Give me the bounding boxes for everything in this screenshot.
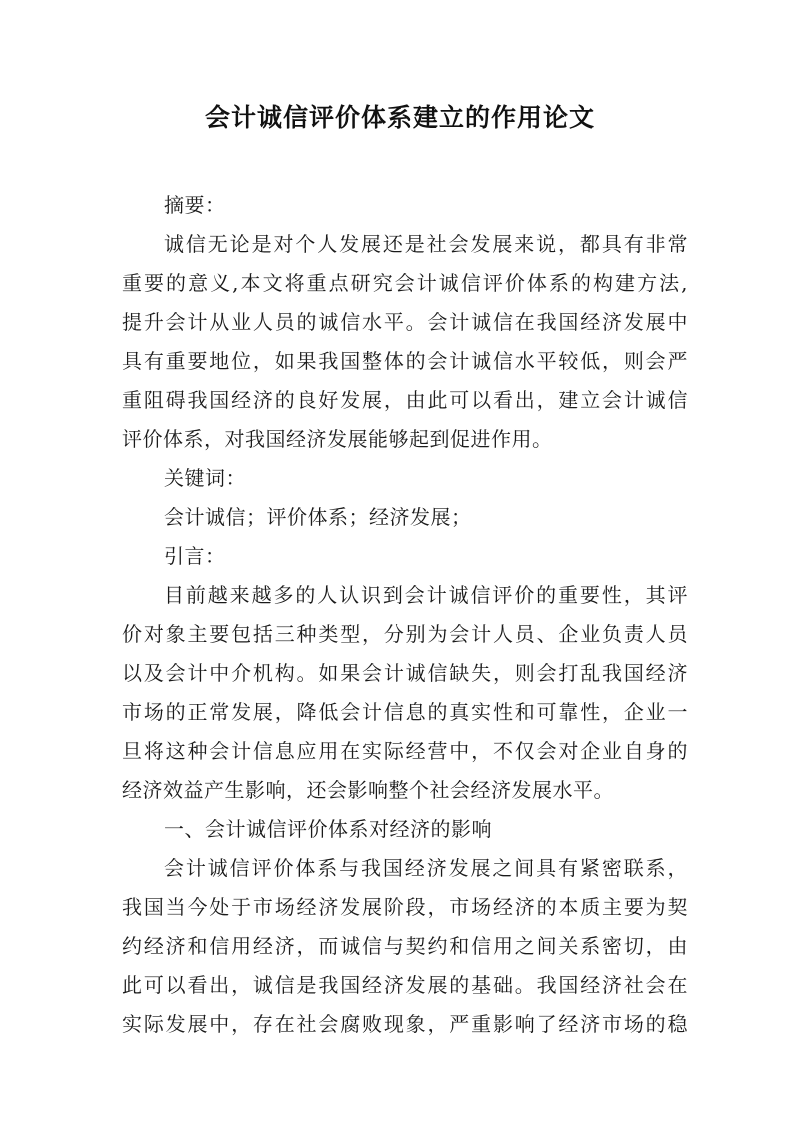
text-line: 价对象主要包括三种类型，分别为会计人员、企业负责人员	[122, 622, 688, 646]
text-line: 会计诚信；评价体系；经济发展；	[164, 505, 472, 529]
document-title: 会计诚信评价体系建立的作用论文	[204, 103, 595, 132]
text-line: 会计诚信评价体系与我国经济发展之间具有紧密联系，	[164, 856, 688, 880]
text-line: 此可以看出，诚信是我国经济发展的基础。我国经济社会在	[122, 973, 688, 997]
text-line: 评价体系，对我国经济发展能够起到促进作用。	[122, 427, 553, 451]
text-line: 重要的意义,本文将重点研究会计诚信评价体系的构建方法,	[122, 271, 688, 295]
text-line: 我国当今处于市场经济发展阶段，市场经济的本质主要为契	[122, 895, 688, 919]
text-line: 约经济和信用经济，而诚信与契约和信用之间关系密切，由	[122, 934, 688, 958]
text-line: 以及会计中介机构。如果会计诚信缺失，则会打乱我国经济	[122, 661, 688, 685]
text-line: 市场的正常发展，降低会计信息的真实性和可靠性，企业一	[122, 700, 688, 724]
text-line: 提升会计从业人员的诚信水平。会计诚信在我国经济发展中	[122, 310, 688, 334]
text-line: 摘要：	[164, 193, 226, 217]
text-line: 旦将这种会计信息应用在实际经营中，不仅会对企业自身的	[122, 739, 688, 763]
text-line: 诚信无论是对个人发展还是社会发展来说，都具有非常	[164, 232, 688, 256]
text-line: 具有重要地位，如果我国整体的会计诚信水平较低，则会严	[122, 349, 688, 373]
text-line: 实际发展中，存在社会腐败现象，严重影响了经济市场的稳	[122, 1012, 688, 1036]
text-line: 引言：	[164, 544, 226, 568]
document-body	[122, 186, 688, 1044]
text-line: 经济效益产生影响，还会影响整个社会经济发展水平。	[122, 778, 614, 802]
text-line: 目前越来越多的人认识到会计诚信评价的重要性，其评	[164, 583, 688, 607]
text-line: 一、会计诚信评价体系对经济的影响	[164, 817, 492, 841]
text-line: 重阻碍我国经济的良好发展，由此可以看出，建立会计诚信	[122, 388, 688, 412]
text-line: 关键词：	[164, 466, 246, 490]
